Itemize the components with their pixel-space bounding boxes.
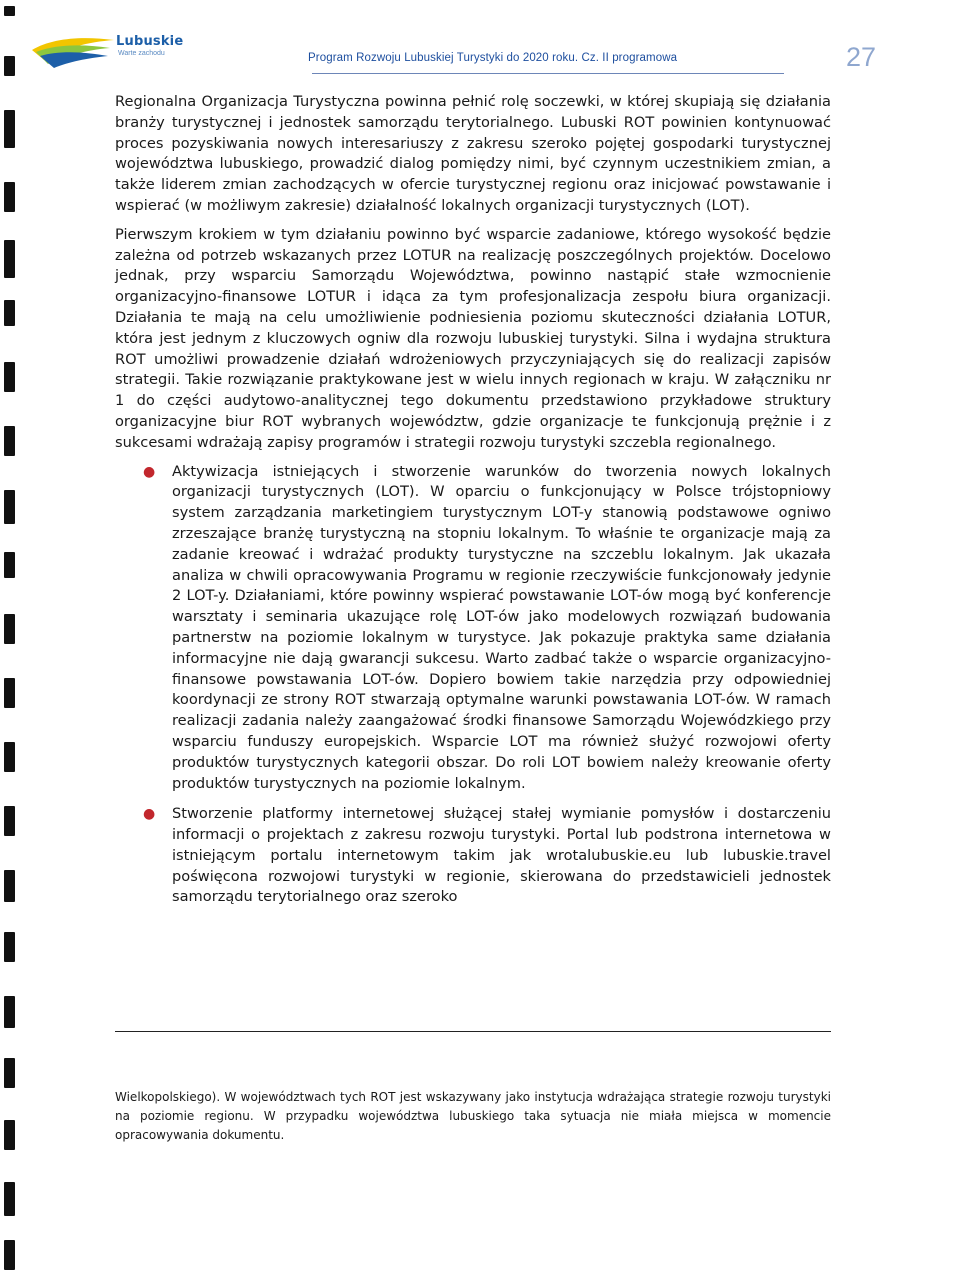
binding-mark: [4, 490, 15, 524]
bullet-icon: ●: [143, 806, 156, 823]
binding-mark: [4, 362, 15, 392]
paragraph: Regionalna Organizacja Turystyczna powinna pełnić rolę soczewki, w której skupiają się działania branży turystycznej i jednostek samorządu terytorialnego. Lubuski ROT powinien kontynuować proces pozyskiwania nowych interesariuszy z zakresu szeroko pojętej gospodarki turystycznej województwa lubuskiego, prowadzić dialog pomiędzy nimi, być czynnym uczestnikiem zmian, a także liderem zmian zachodzących w ofercie turystycznej regionu oraz inicjować powstawanie i wspierać (w możliwym zakresie) działalność lokalnych organizacji turystycznych (LOT).: [115, 93, 831, 214]
lubuskie-logo: [30, 26, 190, 76]
binding-mark: [4, 300, 15, 326]
page-header: [0, 0, 960, 80]
binding-mark: [4, 110, 15, 148]
binding-mark: [4, 678, 15, 708]
list-item-text: Aktywizacja istniejących i stworzenie warunków do tworzenia nowych lokalnych organizacji turystycznych (LOT). W oparciu o funkcjonujący w Polsce trójstopniowy system zarządzania marketingiem turystycznym LOT-y stanowią podstawowe ogniwo zrzeszające branżę turystyczną na stopniu lokalnym. To właśnie te organizacje mają za zadanie kreować i wdrażać produkty turystyczne na szczeblu lokalnym. Jak ukazała analiza w chwili opracowywania Programu w regionie rzeczywiście funkcjonowały jedynie 2 LOT-y. Działaniami, które powinny wspierać powstawanie LOT-ów mogą być konferencje warsztaty i seminaria ukazujące rolę LOT-ów jako modelowych rozwiązań budowania partnerstw na poziomie lokalnym w turystyce. Jak pokazuje praktyka same działania informacyjne nie dają gwarancji sukcesu. Warto zadbać także o wsparcie organizacyjno-finansowe powstawania LOT-ów. Dopiero bowiem takie narzędzia przy odpowiedniej koordynacji ze strony ROT stwarzają optymalne warunki powstawania LOT-ów. W ramach realizacji zadania należy zaangażować środki finansowe Samorządu Wojewódzkiego przy wsparciu funduszy europejskich. Wsparcie LOT ma również służyć rozwojowi oferty produktów turystycznych kategorii obszar. Do roli LOT bowiem należy kreowanie oferty produktów turystycznych na poziomie lokalnym.: [172, 462, 831, 792]
binding-mark: [4, 1120, 15, 1150]
header-divider: [312, 73, 784, 74]
bullet-list: [115, 462, 831, 909]
binding-mark: [4, 742, 15, 772]
bullet-icon: ●: [143, 463, 156, 480]
binding-mark: [4, 240, 15, 278]
binding-mark: [4, 806, 15, 836]
footnote: Wielkopolskiego). W województwach tych ROT jest wskazywany jako instytucja wdrażająca strategie rozwoju turystyki na poziomie regionu. W przypadku województwa lubuskiego taka sytuacja nie miała miejsca w momencie opracowywania dokumentu.: [115, 1090, 831, 1142]
binding-mark: [4, 552, 15, 578]
binding-mark: [4, 1182, 15, 1216]
binding-mark: [4, 1240, 15, 1270]
binding-mark: [4, 426, 15, 456]
logo-name: Lubuskie: [116, 34, 184, 49]
binding-mark: [4, 996, 15, 1028]
list-item-text: Stworzenie platformy internetowej służącej stałej wymianie pomysłów i dostarczeniu informacji o projektach z zakresu rozwoju turystyki. Portal lub podstrona internetowa w istniejącym portalu internetowym takim jak wrotalubuskie.eu lub lubuskie.travel poświęcona rozwojowi turystyki w regionie, skierowana do przedstawicieli jednostek samorządu terytorialnego oraz szeroko: [172, 805, 831, 906]
binding-mark: [4, 614, 15, 644]
list-item: [143, 804, 831, 908]
binding-mark: [4, 870, 15, 902]
binding-marks: [0, 0, 20, 1276]
binding-mark: [4, 932, 15, 962]
document-title: Program Rozwoju Lubuskiej Turystyki do 2020 roku. Cz. II programowa: [308, 52, 678, 64]
binding-mark: [4, 182, 15, 212]
logo-tagline: Warte zachodu: [118, 50, 165, 57]
binding-mark: [4, 1058, 15, 1088]
main-content: [115, 92, 831, 918]
paragraph: Pierwszym krokiem w tym działaniu powinno być wsparcie zadaniowe, którego wysokość będzie zależna od potrzeb wskazanych przez LOTUR na realizację poszczególnych projektów. Docelowo jednak, przy wsparciu Samorządu Województwa, powinno nastąpić stałe wzmocnienie organizacyjno-finansowe LOTUR i idąca za tym profesjonalizacja zespołu biura organizacji. Działania te mają na celu umożliwienie podniesienia poziomu skuteczności działania LOTUR, która jest jednym z kluczowych ogniw dla rozwoju lubuskiej turystyki. Silna i wydajna struktura ROT umożliwi prowadzenie działań wdrożeniowych przyczyniających się do realizacji zapisów strategii. Takie rozwiązanie praktykowane jest w wielu innych regionach w kraju. W załączniku nr 1 do części audytowo-analitycznej tego dokumentu przedstawiono przykładowe struktury organizacyjne biur ROT wybranych województw, gdzie organizacje te funkcjonują prężnie i z sukcesami wdrażają zapisy programów i strategii rozwoju turystyki szczebla regionalnego.: [115, 225, 831, 451]
page-number: 27: [846, 42, 877, 72]
footnote-divider: [115, 1031, 831, 1032]
list-item: [143, 462, 831, 795]
logo-swoosh-icon: [30, 30, 116, 70]
